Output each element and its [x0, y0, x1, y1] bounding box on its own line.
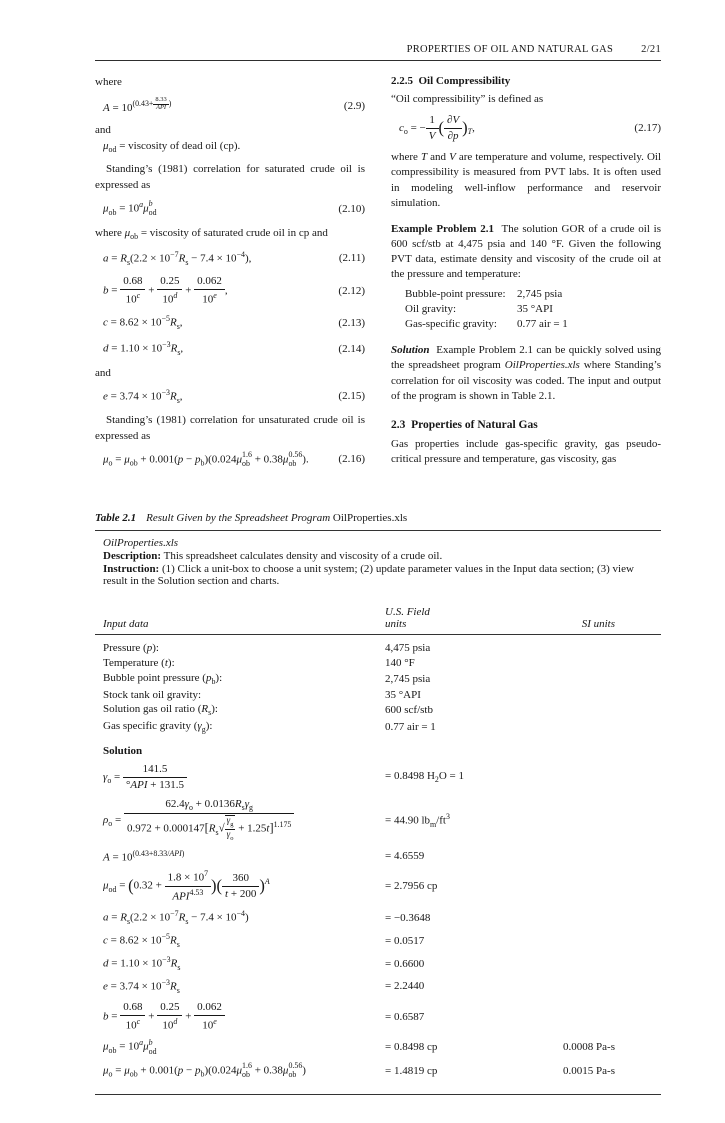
solution-paragraph [391, 343, 661, 404]
table-bottom-rule [95, 1094, 661, 1095]
solution-si-value: 0.0015 Pa-s [563, 1065, 615, 1078]
solution-us-value: = −0.3648 [385, 911, 431, 924]
solution-row [95, 955, 661, 972]
solution-formula: $\mu_{od} = (0.32$ + $\frac{1.8 \times 10^7}{API^{4.53}}$ )( $\frac{360}{t + 200}$ )$^A$ [103, 869, 270, 903]
equation-2-9-formula: $A = 10^{(0.43+ 8.33 API )}$ [103, 96, 172, 114]
equation-2-12-formula: b = $\frac{0.68}{10^c}$ + $\frac{0.25}{10^d}$ + $\frac{0.062}{10^e}$ , [103, 275, 228, 307]
solution-us-value: = 2.2440 [385, 980, 425, 993]
section-2-3-heading: 2.3 Properties of Natural Gas [391, 418, 538, 431]
table-column-headers [95, 598, 661, 634]
where-mu-ob-paragraph: where $\mu_{ob}$ = viscosity of saturated crude oil in cp and [95, 226, 328, 241]
instruction-line [103, 563, 653, 587]
equation-2-16-formula: $\mu_o = \mu_{ob} + 0.001(p - p_b)(0.024\mu$ 1.6 ob + 0.38μ 0.56 ob ). [103, 449, 309, 468]
solution-text: Example Problem 2.1 can be quickly solved using the spreadsheet program OilProperties.xls where Standing’s correlation for oil viscosity was coded. The input and output of the program is shown in Table 2.1. [391, 344, 662, 402]
input-value: 4,475 psia [385, 642, 431, 655]
running-title: PROPERTIES OF OIL AND NATURAL GAS [406, 44, 614, 55]
solution-row [95, 909, 661, 926]
solution-row [95, 978, 661, 995]
equation-2-9-number: (2.9) [343, 100, 365, 113]
input-data-header: Input data [103, 618, 149, 631]
left-column [95, 74, 365, 476]
solution-row [95, 869, 661, 903]
given-row [405, 287, 661, 302]
input-label: Pressure (p): [103, 642, 159, 655]
equation-2-11-number: (2.11) [338, 252, 365, 265]
table-caption [95, 512, 661, 524]
solution-row [95, 932, 661, 949]
equation-2-13-number: (2.13) [338, 316, 365, 329]
solution-section-label: Solution [103, 744, 143, 757]
solution-us-value: = 0.6587 [385, 1010, 425, 1023]
instruction-text: (1) Click a unit-box to choose a unit system; (2) update parameter values in the Input data section; (3) view result in the Solution section and charts. [103, 563, 634, 588]
equation-2-13 [95, 314, 365, 333]
given-value: 35 °API [517, 302, 553, 315]
solution-formula: b = $\frac{0.68}{10^c}$ + $\frac{0.25}{10^d}$ + $\frac{0.062}{10^e}$ [103, 1001, 385, 1033]
saturated-correlation-paragraph: Standing’s (1981) correlation for saturated crude oil is expressed as [95, 163, 365, 191]
two-column-body [95, 74, 661, 476]
solution-us-value: = 4.6559 [385, 849, 425, 862]
input-label: Gas specific gravity $(\gamma_g)$: [103, 720, 213, 735]
given-label: Oil gravity: [405, 302, 457, 315]
equation-2-17-formula: $c_o$ = − $\frac{1}{V}$ ( $\frac{\partial V}{\partial p}$ )$_T$, [399, 114, 475, 143]
solution-formula: $A = 10^{(0.43+8.33/API)}$ [103, 848, 185, 864]
solution-row [95, 1001, 661, 1033]
solution-us-value: = 1.4819 cp [385, 1065, 438, 1078]
input-value: 2,745 psia [385, 672, 431, 685]
equation-2-12-number: (2.12) [338, 284, 365, 297]
input-row [95, 671, 661, 688]
where-label: where [95, 76, 122, 88]
si-units-header: SI units [581, 618, 615, 631]
solution-label: Solution [391, 344, 430, 357]
solution-formula: $\gamma_o$ = $\frac{141.5}{\text{°API + 131.5}}$ [103, 763, 385, 792]
compressibility-intro: “Oil compressibility” is defined as [391, 93, 544, 106]
equation-2-17 [391, 114, 661, 143]
given-row [405, 302, 661, 317]
input-value: 35 °API [385, 688, 421, 701]
solution-formula: $c = 8.62 \times 10^{-5}R_s$ [103, 932, 180, 950]
given-label: Gas-specific gravity: [405, 318, 497, 330]
input-row [95, 719, 661, 736]
solution-us-value: = 0.6600 [385, 957, 425, 970]
example-problem-text: The solution GOR of a crude oil is 600 scf/stb at 4,475 psia and 140 °F. Given the following PVT data, estimate density and viscosity of the crude oil at the pressure and temperature: [391, 222, 662, 281]
equation-2-14-formula: $d = 1.10 \times 10^{-3}R_s$, [103, 339, 184, 357]
input-row [95, 702, 661, 719]
input-row [95, 641, 661, 656]
input-label: Bubble point pressure $(p_b)$: [103, 671, 223, 686]
equation-2-13-formula: $c = 8.62 \times 10^{-5}R_s$, [103, 313, 183, 331]
given-row [405, 317, 661, 332]
unsaturated-correlation-paragraph: Standing’s (1981) correlation for unsaturated crude oil is expressed as [95, 414, 365, 442]
solution-us-value: = 0.8498 $H_2O = 1$ [385, 770, 465, 785]
solution-us-value: = 44.90 $lb_m/ft^3$ [385, 811, 450, 829]
equation-2-12 [95, 275, 365, 307]
input-value: 140 °F [385, 657, 415, 670]
equation-2-15 [95, 388, 365, 407]
solution-formula: $\mu_o = \mu_{ob} + 0.001(p - p_b)(0.024\mu$ 1.6 ob + 0.38μ 0.56 ob ) [103, 1061, 306, 1080]
equation-2-14-number: (2.14) [338, 342, 365, 355]
input-row [95, 688, 661, 703]
solution-row [95, 849, 661, 864]
solution-si-value: 0.0008 Pa-s [563, 1041, 615, 1054]
equation-2-17-number: (2.17) [634, 122, 661, 135]
input-label: Temperature (t): [103, 657, 175, 670]
right-column [391, 74, 661, 476]
solution-row [95, 1038, 661, 1056]
input-row [95, 656, 661, 671]
table-caption-label: Table 2.1 [95, 512, 137, 525]
equation-2-11 [95, 250, 365, 269]
input-label: Stock tank oil gravity: [103, 688, 202, 701]
section-2-2-5-heading: 2.2.5 Oil Compressibility [391, 75, 511, 87]
input-value: 0.77 air = 1 [385, 721, 436, 734]
us-field-units-header: U.S. Field units [385, 606, 430, 631]
equation-2-11-formula: $a = R_s(2.2 \times 10^{-7}R_s - 7.4 \times 10^{-4})$, [103, 249, 252, 267]
compressibility-paragraph: where T and V are temperature and volume, respectively. Oil compressibility is measured from PVT labs. It is often used in modeling well-inflow performance and reservoir simulation. [391, 151, 661, 209]
solution-row [95, 1062, 661, 1080]
equation-2-16 [95, 451, 365, 470]
given-data-list [405, 287, 661, 333]
example-problem-paragraph [391, 222, 661, 283]
table-body [95, 635, 661, 1094]
solution-us-value: = 2.7956 cp [385, 880, 438, 893]
given-label: Bubble-point pressure: [405, 287, 506, 300]
solution-formula: $e = 3.74 \times 10^{-3}R_s$ [103, 978, 180, 995]
page-header [95, 44, 661, 61]
mu-od-definition: $\mu_{od}$ = viscosity of dead oil (cp). [103, 140, 241, 155]
and-label-2: and [95, 366, 111, 379]
example-problem-label: Example Problem 2.1 [391, 222, 494, 235]
table-description-block [95, 531, 661, 598]
input-value: 600 scf/stb [385, 704, 433, 717]
gas-properties-paragraph: Gas properties include gas-specific gravity, gas pseudo-critical pressure and temperature, gas viscosity, gas [391, 437, 661, 465]
equation-2-15-formula: $e = 3.74 \times 10^{-3}R_s$, [103, 387, 183, 405]
description-label: Description: [103, 550, 162, 563]
equation-2-10 [95, 200, 365, 219]
input-label: Solution gas oil ratio $(R_s)$: [103, 703, 218, 718]
equation-2-16-number: (2.16) [338, 453, 365, 466]
solution-formula: $\rho_o$ = $62.4\gamma_o + 0.0136R_s\gamma_g$ $0.972 + 0.000147[R_s√$ $\frac{\gamma_g}{\gamma_o}$ + 1.25t]$^{1.175}$ [103, 798, 385, 843]
solution-us-value: = 0.0517 [385, 934, 425, 947]
page-number: 2/21 [641, 44, 661, 55]
description-text: This spreadsheet calculates density and viscosity of a crude oil. [163, 550, 443, 563]
equation-2-9 [95, 97, 365, 116]
solution-row [95, 798, 661, 843]
equation-2-15-number: (2.15) [338, 390, 365, 403]
solution-row [95, 763, 661, 792]
solution-formula: $\mu_{ob} = 10^a\mu$ b od [103, 1037, 157, 1056]
table-caption-text: Result Given by the Spreadsheet Program OilProperties.xls [146, 512, 408, 525]
solution-us-value: = 0.8498 cp [385, 1041, 438, 1054]
equation-2-14 [95, 340, 365, 359]
instruction-label: Instruction: [103, 563, 160, 576]
and-label-1: and [95, 124, 111, 137]
solution-formula: $d = 1.10 \times 10^{-3}R_s$ [103, 955, 181, 973]
table-2-1-section [95, 512, 661, 1095]
description-line [103, 550, 653, 562]
given-value: 0.77 air = 1 [517, 318, 568, 330]
equation-2-10-number: (2.10) [338, 202, 365, 215]
equation-2-10-formula: $\mu_{ob} = 10^a\mu$ b od [103, 199, 157, 217]
spreadsheet-name: OilProperties.xls [103, 537, 179, 550]
given-value: 2,745 psia [517, 287, 563, 300]
solution-formula: $a = R_s(2.2 \times 10^{-7}R_s - 7.4 \times 10^{-4})$ [103, 909, 249, 927]
